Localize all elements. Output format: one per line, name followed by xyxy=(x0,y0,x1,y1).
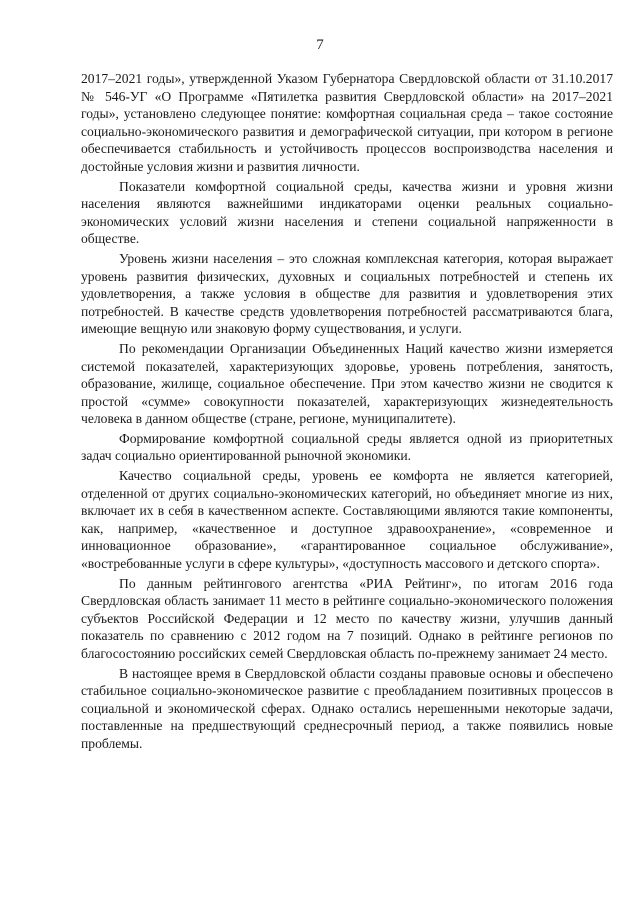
paragraph-ria-rating: По данным рейтингового агентства «РИА Рейтинг», по итогам 2016 года Свердловская область занимает 11 место в рейтинге социально-экономического положения субъектов Российской Федерации и 12 место по качеству жизни, улучшив данный показатель по сравнению с 2012 годом на 7 позиций. Однако в рейтинге регионов по благосостоянию российских семей Свердловская область по-прежнему занимает 24 место. xyxy=(81,575,613,661)
paragraph-un-recommendation: По рекомендации Организации Объединенных Наций качество жизни измеряется системой показателей, характеризующих здоровье, уровень потребления, занятость, образование, жилище, социальное обеспечение. При этом качество жизни не сводится к простой «сумме» совокупности показателей, характеризующих жизнедеятельность человека в данном обществе (стране, регионе, муниципалитете). xyxy=(81,340,613,427)
paragraph-living-standard: Уровень жизни населения – это сложная комплексная категория, которая выражает уровень развития физических, духовных и социальных потребностей и степень их удовлетворения, а также условия в обществе для развития и удовлетворения этих потребностей. В качестве средств удовлетворения потребностей рассматриваются блага, имеющие вещную или знаковую форму существования, и услуги. xyxy=(81,250,613,337)
page-number: 7 xyxy=(316,37,324,53)
paragraph-continuation: 2017–2021 годы», утвержденной Указом Губернатора Свердловской области от 31.10.2017 № 546-УГ «О Программе «Пятилетка развития Свердловской области» на 2017–2021 годы», установлено следующее понятие: комфортная социальная среда – такое состояние социально-экономического развития и демографической ситуации, при котором в регионе обеспечивается стабильность и устойчивость процессов воспроизводства населения и достойные условия жизни и развития личности. xyxy=(81,71,613,174)
paragraph-priority-task: Формирование комфортной социальной среды является одной из приоритетных задач социально ориентированной рыночной экономики. xyxy=(81,430,613,464)
document-body xyxy=(81,70,613,755)
paragraph-current-state: В настоящее время в Свердловской области созданы правовые основы и обеспечено стабильное социально-экономическое развитие с преобладанием позитивных процессов в социальной и экономической сферах. Однако остались нерешенными некоторые задачи, поставленные на предшествующий среднесрочный период, а также появились новые проблемы. xyxy=(81,665,613,751)
paragraph-social-environment-quality: Качество социальной среды, уровень ее комфорта не является категорией, отделенной от других социально-экономических категорий, но объединяет многие из них, включает их в себя в качественном аспекте. Составляющими являются такие компоненты, как, например, «качественное и доступное здравоохранение», «современное и инновационное образование», «гарантированное социальное обслуживание», «востребованные услуги в сфере культуры», «доступность массового и детского спорта». xyxy=(81,468,613,572)
paragraph-indicators: Показатели комфортной социальной среды, качества жизни и уровня жизни населения являются важнейшими индикаторами оценки реальных социально-экономических условий жизни населения и степени социальной напряженности в обществе. xyxy=(81,178,613,247)
